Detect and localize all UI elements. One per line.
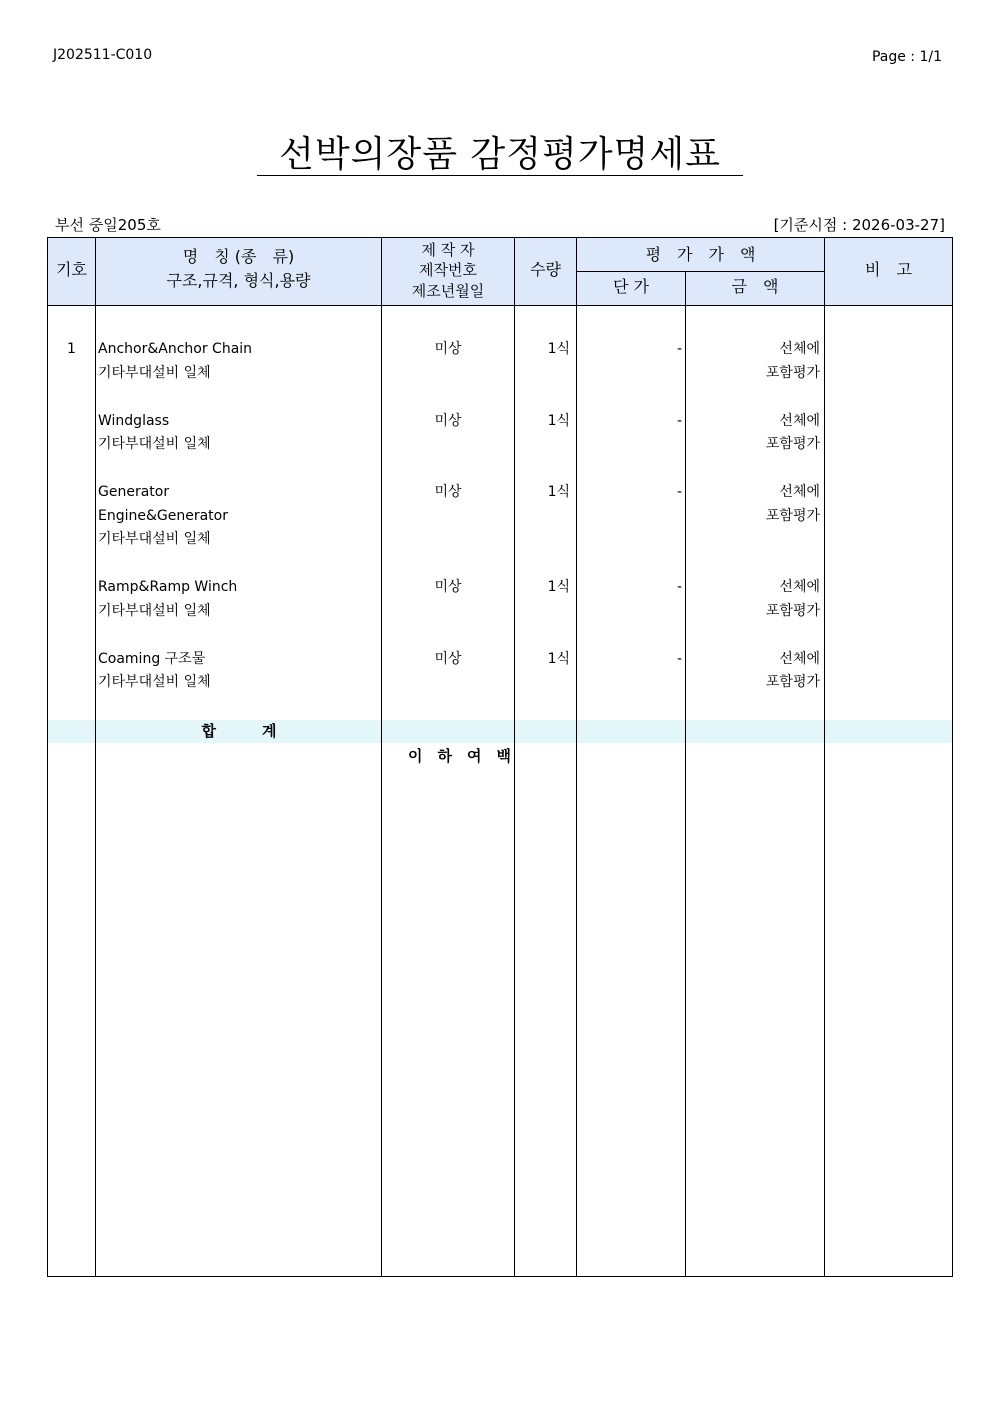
header-maker-2: 제작번호 — [419, 261, 477, 279]
col-divider — [824, 238, 825, 1276]
row-no: 1 — [67, 341, 76, 357]
row-unit-price: - — [676, 484, 682, 500]
blank-below-label: 이 하 여 백 — [408, 747, 511, 765]
row-name: 기타부대설비 일체 — [98, 602, 211, 619]
row-maker: 미상 — [434, 341, 462, 357]
row-maker: 미상 — [434, 650, 462, 667]
document-id: J202511-C010 — [53, 47, 153, 63]
row-name: 기타부대설비 일체 — [98, 674, 211, 690]
row-unit-price: - — [676, 579, 682, 595]
row-amount: 포함평가 — [765, 364, 820, 381]
title-underline — [257, 175, 743, 176]
base-date: [기준시점 : 2026-03-27] — [773, 216, 945, 234]
header-amount: 금 액 — [731, 277, 779, 296]
row-name: 기타부대설비 일체 — [98, 531, 211, 547]
row-amount: 선체에 — [779, 484, 820, 500]
row-qty: 1식 — [547, 650, 570, 667]
col-divider — [381, 238, 382, 1276]
row-name: Anchor&Anchor Chain — [98, 341, 253, 357]
header-qty: 수량 — [530, 260, 561, 279]
vessel-name: 부선 중일205호 — [55, 216, 161, 234]
row-qty: 1식 — [547, 579, 570, 595]
row-name: Ramp&Ramp Winch — [98, 579, 238, 595]
row-name: Engine&Generator — [98, 507, 228, 524]
row-name: Generator — [98, 484, 170, 500]
row-unit-price: - — [676, 341, 682, 357]
row-amount: 포함평가 — [765, 674, 820, 690]
row-unit-price: - — [676, 412, 682, 429]
row-qty: 1식 — [547, 412, 570, 429]
row-name: Windglass — [98, 412, 170, 429]
row-name: 기타부대설비 일체 — [98, 364, 211, 381]
row-amount: 선체에 — [779, 650, 820, 667]
row-name: Coaming 구조물 — [98, 650, 206, 667]
row-name: 기타부대설비 일체 — [98, 436, 211, 452]
row-amount: 선체에 — [779, 412, 820, 429]
header-maker-1: 제 작 자 — [421, 241, 475, 259]
header-name-1: 명 칭 (종 류) — [182, 247, 295, 266]
page-number: Page : 1/1 — [871, 49, 942, 65]
valuation-header-divider — [576, 271, 824, 272]
header-name-2: 구조,규격, 형식,용량 — [166, 271, 311, 290]
row-amount: 포함평가 — [765, 602, 820, 619]
row-amount: 선체에 — [779, 579, 820, 595]
header-valuation: 평 가 가 액 — [645, 245, 756, 264]
header-no: 기호 — [56, 260, 87, 279]
row-maker: 미상 — [434, 579, 462, 595]
header-maker-3: 제조년월일 — [411, 282, 485, 300]
header-remarks: 비 고 — [865, 260, 912, 279]
page-title: 선박의장품 감정평가명세표 — [279, 134, 721, 175]
row-qty: 1식 — [547, 484, 570, 500]
col-divider — [95, 238, 96, 1276]
row-amount: 선체에 — [779, 341, 820, 357]
row-amount: 포함평가 — [765, 436, 820, 452]
valuation-table — [47, 237, 953, 1277]
header-unit-price: 단 가 — [613, 277, 649, 296]
row-qty: 1식 — [547, 341, 570, 357]
row-amount: 포함평가 — [765, 507, 820, 524]
row-maker: 미상 — [434, 484, 462, 500]
row-maker: 미상 — [434, 412, 462, 429]
total-label: 합계 — [201, 722, 323, 740]
row-unit-price: - — [676, 650, 682, 667]
